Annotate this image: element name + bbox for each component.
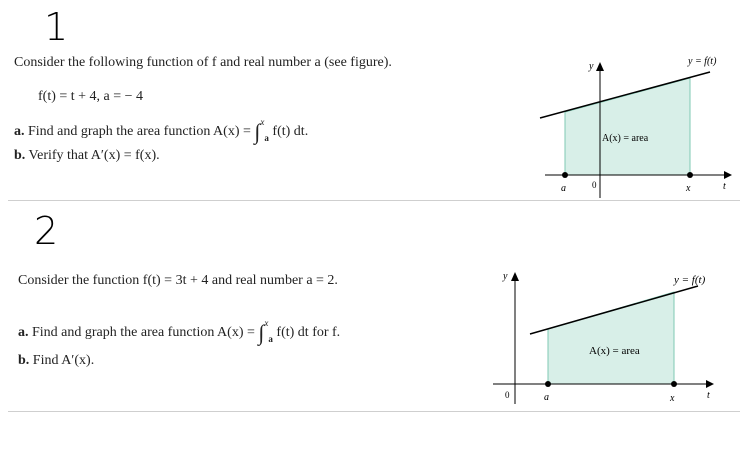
y-axis-label: y <box>503 271 508 282</box>
point-x <box>687 172 693 178</box>
problem1-given: f(t) = t + 4, a = − 4 <box>38 89 144 104</box>
problem-number-2: 2 <box>34 209 59 253</box>
tick-x-label: x <box>686 183 691 194</box>
integral-sign-icon: ∫ <box>258 320 265 345</box>
point-x <box>671 381 677 387</box>
problem2-part-a <box>18 320 340 346</box>
problem2-figure <box>488 264 728 410</box>
area-region <box>548 292 674 384</box>
part-a-label: a. <box>18 325 29 340</box>
integral-sign-icon: ∫ <box>254 119 261 144</box>
section-divider <box>8 200 740 201</box>
t-axis-arrow-icon <box>724 171 732 179</box>
point-a <box>545 381 551 387</box>
problem2-part-b <box>18 353 94 369</box>
t-axis-label: t <box>723 181 726 192</box>
y-axis-arrow-icon <box>596 62 604 71</box>
part-a-text: Find and graph the area function A(x) = <box>28 124 251 139</box>
tick-0-label: 0 <box>505 390 510 400</box>
tick-a-label: a <box>544 392 549 403</box>
problem1-figure <box>520 50 740 198</box>
point-a <box>562 172 568 178</box>
curve-label: y = f(t) <box>688 56 717 67</box>
section-divider <box>8 411 740 412</box>
part-a-text: Find and graph the area function A(x) = <box>32 325 255 340</box>
part-b-text: Find A′(x). <box>32 353 95 368</box>
part-a-label: a. <box>14 124 25 139</box>
curve-label: y = f(t) <box>674 274 706 286</box>
tick-0-label: 0 <box>592 180 597 190</box>
part-b-label: b. <box>14 148 26 163</box>
problem-number-1: 1 <box>44 5 69 49</box>
integral-lower-limit: a <box>268 334 273 344</box>
problem1-intro: Consider the following function of f and real number a (see figure). <box>14 55 392 70</box>
y-axis-arrow-icon <box>511 272 519 281</box>
tick-x-label: x <box>670 393 675 404</box>
area-label: A(x) = area <box>589 345 640 357</box>
integral-lower-limit: a <box>264 133 269 143</box>
tick-a-label: a <box>561 183 566 194</box>
part-a-integrand: f(t) dt for f. <box>276 325 341 340</box>
integral-upper-limit: x <box>264 318 269 328</box>
area-region <box>565 78 690 175</box>
integral-upper-limit: x <box>260 117 265 127</box>
problem1-part-a <box>14 119 308 145</box>
t-axis-arrow-icon <box>706 380 714 388</box>
part-b-text: Verify that A′(x) = f(x). <box>28 148 160 163</box>
problem1-part-b <box>14 148 160 164</box>
t-axis-label: t <box>707 390 710 401</box>
y-axis-label: y <box>589 61 594 72</box>
part-a-integrand: f(t) dt. <box>272 124 309 139</box>
area-label: A(x) = area <box>602 133 649 144</box>
part-b-label: b. <box>18 353 30 368</box>
problem2-intro: Consider the function f(t) = 3t + 4 and real number a = 2. <box>18 273 338 288</box>
